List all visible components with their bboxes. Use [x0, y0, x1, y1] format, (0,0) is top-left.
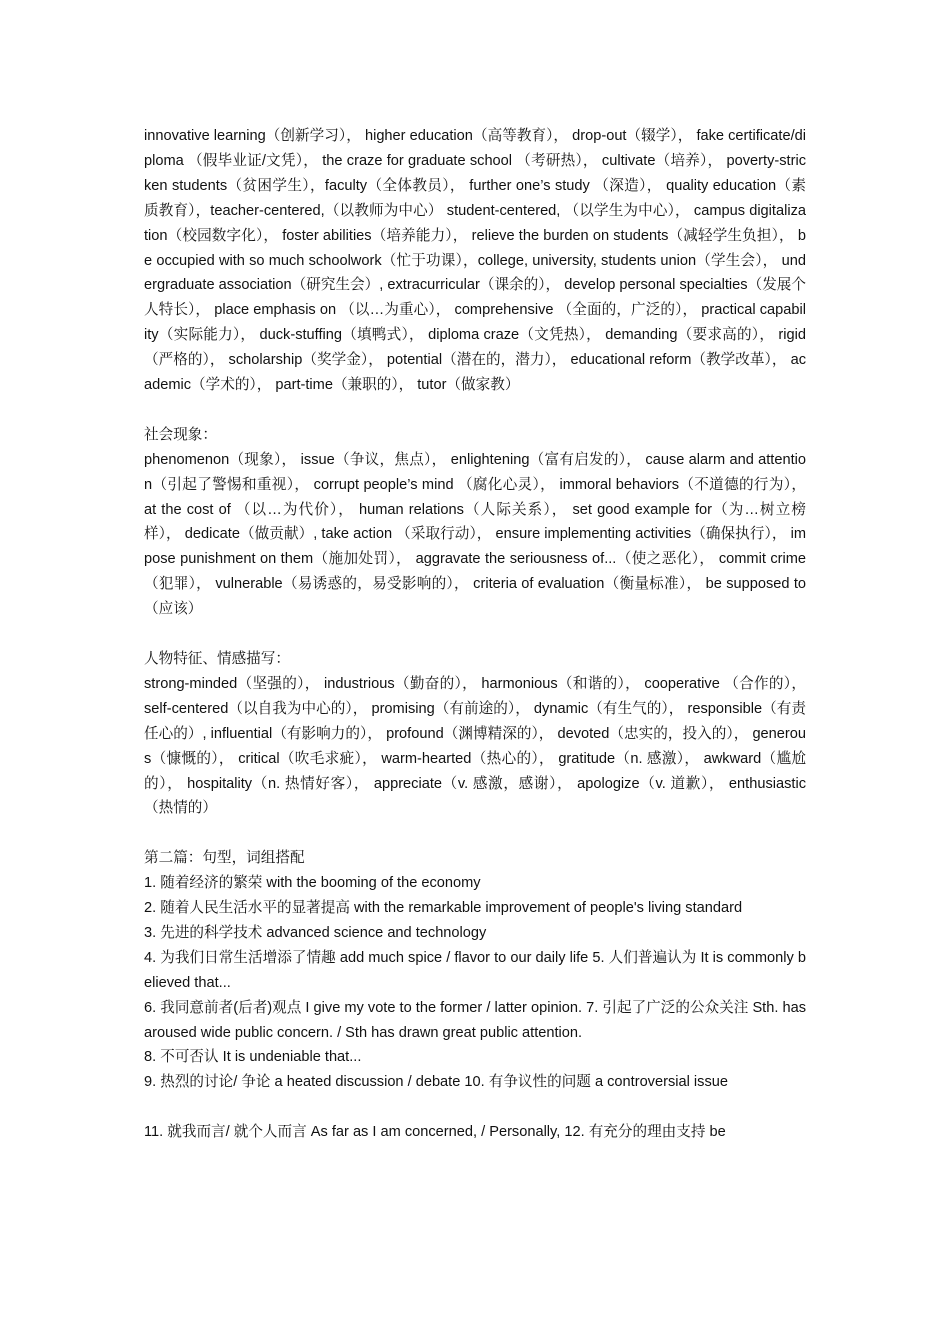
phrase-item: 8. 不可否认 It is undeniable that...	[144, 1049, 362, 1066]
phrase-item: 6. 我同意前者(后者)观点 I give my vote to the former / latter opinion. 7. 引起了广泛的公众关注 Sth. has aroused wide public concern. / Sth has drawn great public attention.	[144, 999, 806, 1041]
phrase-item: 11. 就我而言/ 就个人而言 As far as I am concerned, / Personally, 12. 有充分的理由支持 be	[144, 1124, 726, 1141]
sentence-patterns-heading: 第二篇：句型，词组搭配	[144, 850, 305, 867]
phrase-item: 9. 热烈的讨论/ 争论 a heated discussion / debate 10. 有争议性的问题 a controversial issue	[144, 1074, 728, 1091]
phrase-item: 3. 先进的科学技术 advanced science and technology	[144, 924, 487, 941]
document-body	[144, 124, 806, 1145]
phrase-item: 1. 随着经济的繁荣 with the booming of the economy	[144, 875, 481, 892]
education-vocabulary-paragraph: innovative learning（创新学习）， higher education（高等教育）， drop-out（辍学）， fake certificate/diploma （假毕业证/文凭）， the craze for graduate school （考研热）， cultivate（培养）， poverty-stricken students（贫困学生），faculty（全体教员）， further one’s study （深造）， quality education（素质教育），teacher-centered,（以教师为中心） student-centered, （以学生为中心）， campus digitalization（校园数字化）， foster abilities（培养能力）， relieve the burden on students（减轻学生负担）， be occupied with so much schoolwork（忙于功课），college, university, students union（学生会）， undergraduate association（研究生会）, extracurricular（课余的）， develop personal specialties（发展个人特长）， place emphasis on （以…为重心）， comprehensive （全面的，广泛的）， practical capability（实际能力）， duck-stuffing（填鸭式）， diploma craze（文凭热）， demanding（要求高的）， rigid（严格的）， scholarship（奖学金）， potential（潜在的，潜力）， educational reform（教学改革）， academic（学术的）， part-time（兼职的）， tutor（做家教）	[144, 128, 806, 394]
social-phenomena-heading: 社会现象：	[144, 426, 217, 443]
phrase-item: 2. 随着人民生活水平的显著提高 with the remarkable improvement of people's living standard	[144, 900, 743, 917]
character-traits-paragraph: strong-minded（坚强的）， industrious（勤奋的）， harmonious（和谐的）， cooperative （合作的）， self-centered（以自我为中心的）， promising（有前途的）， dynamic（有生气的）， responsible（有责任心的）, influential（有影响力的）， profound（渊博精深的）， devoted（忠实的，投入的）， generous（慷慨的）， critical（吹毛求疵）， warm-hearted（热心的）， gratitude（n. 感激）， awkward（尴尬的）， hospitality（n. 热情好客）， appreciate（v. 感激，感谢）， apologize（v. 道歉）， enthusiastic（热情的）	[144, 675, 806, 817]
paragraph-spacer	[144, 398, 806, 423]
social-phenomena-paragraph: phenomenon（现象）， issue（争议，焦点）， enlightening（富有启发的）， cause alarm and attention（引起了警惕和重视）， corrupt people’s mind （腐化心灵）， immoral behaviors（不道德的行为）， at the cost of （以…为代价）， human relations（人际关系）， set good example for（为…树立榜样）， dedicate（做贡献）, take action （采取行动）， ensure implementing activities（确保执行）， impose punishment on them（施加处罚）， aggravate the seriousness of...（使之恶化）， commit crime（犯罪）， vulnerable（易诱惑的，易受影响的）， criteria of evaluation（衡量标准）， be supposed to（应该）	[144, 451, 806, 618]
paragraph-spacer	[144, 821, 806, 846]
paragraph-spacer	[144, 622, 806, 647]
phrase-item: 4. 为我们日常生活增添了情趣 add much spice / flavor to our daily life 5. 人们普遍认为 It is commonly believed that...	[144, 949, 806, 991]
character-traits-heading: 人物特征、情感描写：	[144, 651, 290, 667]
paragraph-spacer	[144, 1095, 806, 1120]
